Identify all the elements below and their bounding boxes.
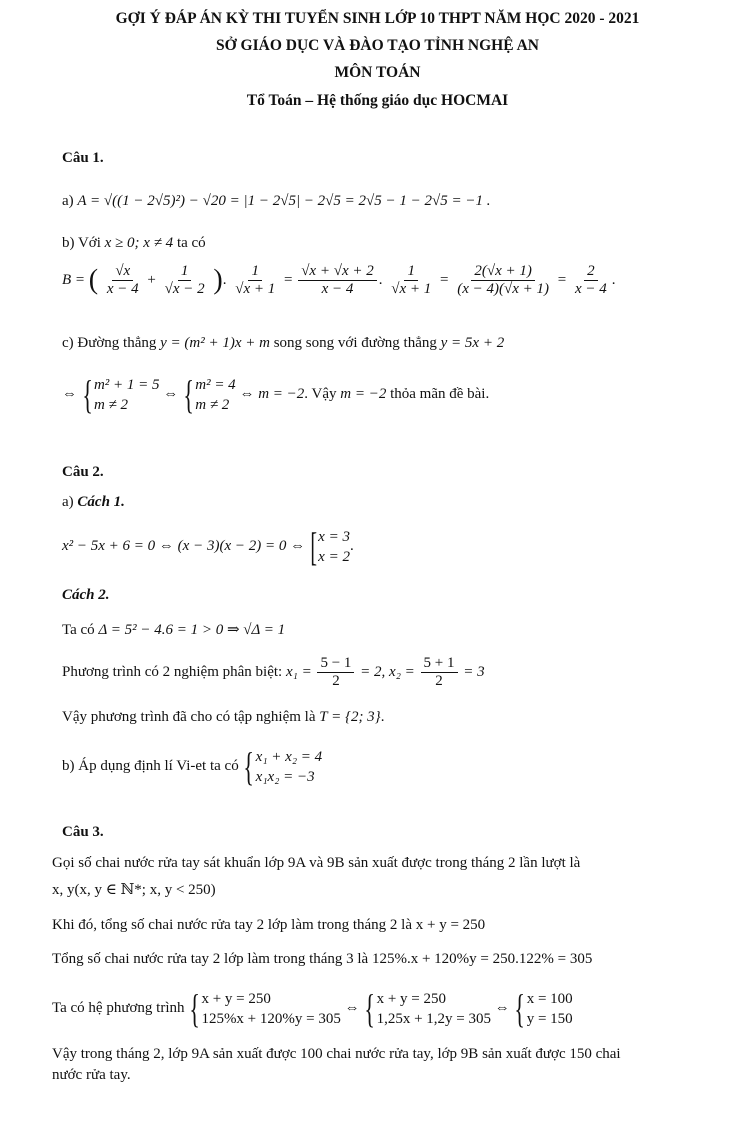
equivalence-sign: ⇔ [494,1000,510,1016]
equivalence-sign: ⇔ [239,386,255,402]
q1-c-systems [62,371,490,417]
equivalence-sign: ⇔ [163,386,179,402]
header-author: Tổ Toán – Hệ thống giáo dục HOCMAI [246,92,509,109]
q3-p3-text: Tổng số chai nước rửa tay 2 lớp làm trong tháng 3 là [52,951,369,967]
denominator: √x − 2 [164,281,205,298]
q3-title: Câu 3. [62,824,104,840]
numerator: √x + √x + 2 [298,263,377,281]
numerator: 2(√x + 1) [471,263,535,281]
denominator: x − 4 [106,281,139,298]
denominator: √x + 1 [391,281,432,298]
q1-c-conc3: thỏa mãn đề bài. [390,386,490,402]
q2-roots [62,654,485,690]
q2-a-label: a) [62,494,74,510]
q2-method1: Cách 1. [77,494,125,510]
q3-p2-text: Khi đó, tổng số chai nước rửa tay 2 lớp làm trong tháng 2 là [52,917,412,933]
q1-title: Câu 1. [62,150,104,166]
q1-c-conc1: . Vậy [304,386,337,402]
system-vieta [242,743,323,789]
fraction [388,263,434,298]
q3-system [52,985,573,1031]
equals-sign: = [283,272,293,288]
fraction [104,263,142,298]
equals-sign: = [440,272,449,288]
system-2 [363,985,491,1031]
system-row: x + y = 250 [376,990,446,1007]
brace: { [183,371,194,417]
q1-b-intro-text: b) Với [62,235,101,251]
system-row: x = 100 [526,990,573,1007]
system-2 [182,371,236,417]
q2-x1-val: = 2, x₂ = [360,664,415,680]
numerator: 2 [584,263,598,281]
denominator: x − 4 [321,281,354,298]
q1-a [62,191,491,211]
system-row: 125%x + 120%y = 305 [201,1010,341,1027]
q3-conclusion-1: Vậy trong tháng 2, lớp 9A sản xuất được 100 chai nước rửa tay, lớp 9B sản xuất được 150 chai [52,1046,621,1062]
system-row: x₁ + x₂ = 4 [255,748,323,765]
header-department: SỞ GIÁO DỤC VÀ ĐÀO TẠO TỈNH NGHỆ AN [216,37,539,54]
denominator: √x + 1 [235,281,276,298]
brace: { [189,985,201,1031]
system-1 [188,985,341,1031]
q2-delta-intro: Ta có [62,622,95,638]
system-row: x = 2 [318,548,350,565]
q2-set-expr: T = {2; 3} [319,709,381,725]
q3-p3-expr: 125%.x + 120%y = 250.122% = 305 [371,951,593,967]
q1-c-intro [62,333,504,353]
q2-b [62,743,323,789]
q1-c-line2: y = 5x + 2 [440,335,505,351]
q1-b-intro [62,233,206,253]
system-row: m² = 4 [195,376,236,393]
q1-b-tail: ta có [176,235,206,251]
q2-set-intro: Vậy phương trình đã cho có tập nghiệm là [62,709,316,725]
system-row: m² + 1 = 5 [93,376,160,393]
fraction [454,263,552,298]
fraction [298,263,377,298]
equals-sign: = [557,272,567,288]
q2-a-equation: x² − 5x + 6 = 0 ⇔ (x − 3)(x − 2) = 0 ⇔ [ x = 3 x = 2 . [62,523,354,569]
q1-a-expr: A = √((1 − 2√5)²) − √20 = |1 − 2√5| − 2√5 = 2√5 − 1 − 2√5 = −1 . [77,193,491,209]
brace: { [82,371,93,417]
q2-a-eq: x² − 5x + 6 = 0 ⇔ (x − 3)(x − 2) = 0 ⇔ [62,538,306,554]
bracket: [ [310,523,317,569]
q2-method2: Cách 2. [62,587,110,603]
denominator: 2 [332,673,340,690]
brace: { [364,985,376,1031]
fraction [421,655,458,690]
q3-p2-expr: x + y = 250 [415,917,486,933]
q2-solution-set: Vậy phương trình đã cho có tập nghiệm là T = {2; 3}. [62,709,385,725]
system-row: 1,25x + 1,2y = 305 [376,1010,491,1027]
fraction [317,655,354,690]
system-1 [81,371,160,417]
numerator: 5 − 1 [317,655,354,673]
q1-c-conc2: m = −2 [340,386,387,402]
equivalence-sign: ⇔ [344,1000,360,1016]
q1-b-lhs: B = [62,272,86,288]
brace: { [514,985,526,1031]
header-subject: MÔN TOÁN [334,64,421,81]
q2-x2-val: = 3 [463,664,485,680]
q3-p2 [52,915,485,935]
system-3 [513,985,573,1031]
numerator: √x [112,263,133,281]
fraction [232,263,278,298]
q2-delta-expr: Δ = 5² − 4.6 = 1 > 0 ⇒ √Δ = 1 [98,622,286,638]
system-row: y = 150 [526,1010,573,1027]
system-row: x₁x₂ = −3 [255,768,315,785]
q2-title: Câu 2. [62,464,104,480]
denominator: (x − 4)(√x + 1) [457,281,549,298]
q1-c-intro-text: c) Đường thẳng [62,335,157,351]
numerator: 5 + 1 [421,655,458,673]
denominator: 2 [435,673,443,690]
denominator: x − 4 [574,281,607,298]
brace: { [243,743,255,789]
bracket-system [309,523,350,569]
paren-close: ) [213,264,223,296]
fraction [572,263,610,298]
fraction [162,263,208,298]
q3-p3 [52,949,592,969]
system-row: m ≠ 2 [195,396,230,413]
q1-c-result: m = −2 [258,386,305,402]
system-row: m ≠ 2 [93,396,129,413]
q3-p4-text: Ta có hệ phương trình [52,1000,185,1016]
paren-open: ( [88,264,99,296]
q3-p1: Gọi số chai nước rửa tay sát khuẩn lớp 9A và 9B sản xuất được trong tháng 2 lần lượt là [52,855,581,871]
system-row: x + y = 250 [201,990,271,1007]
q2-b-intro: b) Áp dụng định lí Vi-et ta có [62,758,239,774]
q2-roots-intro: Phương trình có 2 nghiệm phân biệt: [62,664,283,680]
equivalence-sign: ⇔ [62,386,77,402]
q1-b-expression: B = ( $\frac{√x}{x - 4}$ + $\frac{1}{√x - 2}$ ). $\frac{1}{√x + 1}$ = $\frac{√x + √x + 2}{x - 4}$ . $\frac{1}{√x + 1}$ = $\frac{2(√x + 1)}{(x - 4)(√x + 1)}$ = $\frac{2}{x - 4}$ . [62,263,616,298]
q2-a-header [62,492,125,512]
q2-delta [62,620,285,640]
q3-p1b: x, y(x, y ∈ ℕ*; x, y < 250) [52,882,216,898]
system-row: x = 3 [318,528,350,545]
numerator: 1 [404,263,418,281]
q3-conclusion-2: nước rửa tay. [52,1067,131,1083]
q1-b-condition: x ≥ 0; x ≠ 4 [104,235,174,251]
header-title: GỢI Ý ĐÁP ÁN KỲ THI TUYỂN SINH LỚP 10 THPT NĂM HỌC 2020 - 2021 [115,10,640,27]
numerator: 1 [178,263,192,281]
numerator: 1 [248,263,262,281]
q1-c-mid: song song với đường thẳng [273,335,437,351]
q1-c-line1: y = (m² + 1)x + m [160,335,270,351]
q1-a-label: a) [62,193,74,209]
q2-x1-lhs: x₁ = [285,664,312,680]
plus-sign: + [147,272,156,288]
